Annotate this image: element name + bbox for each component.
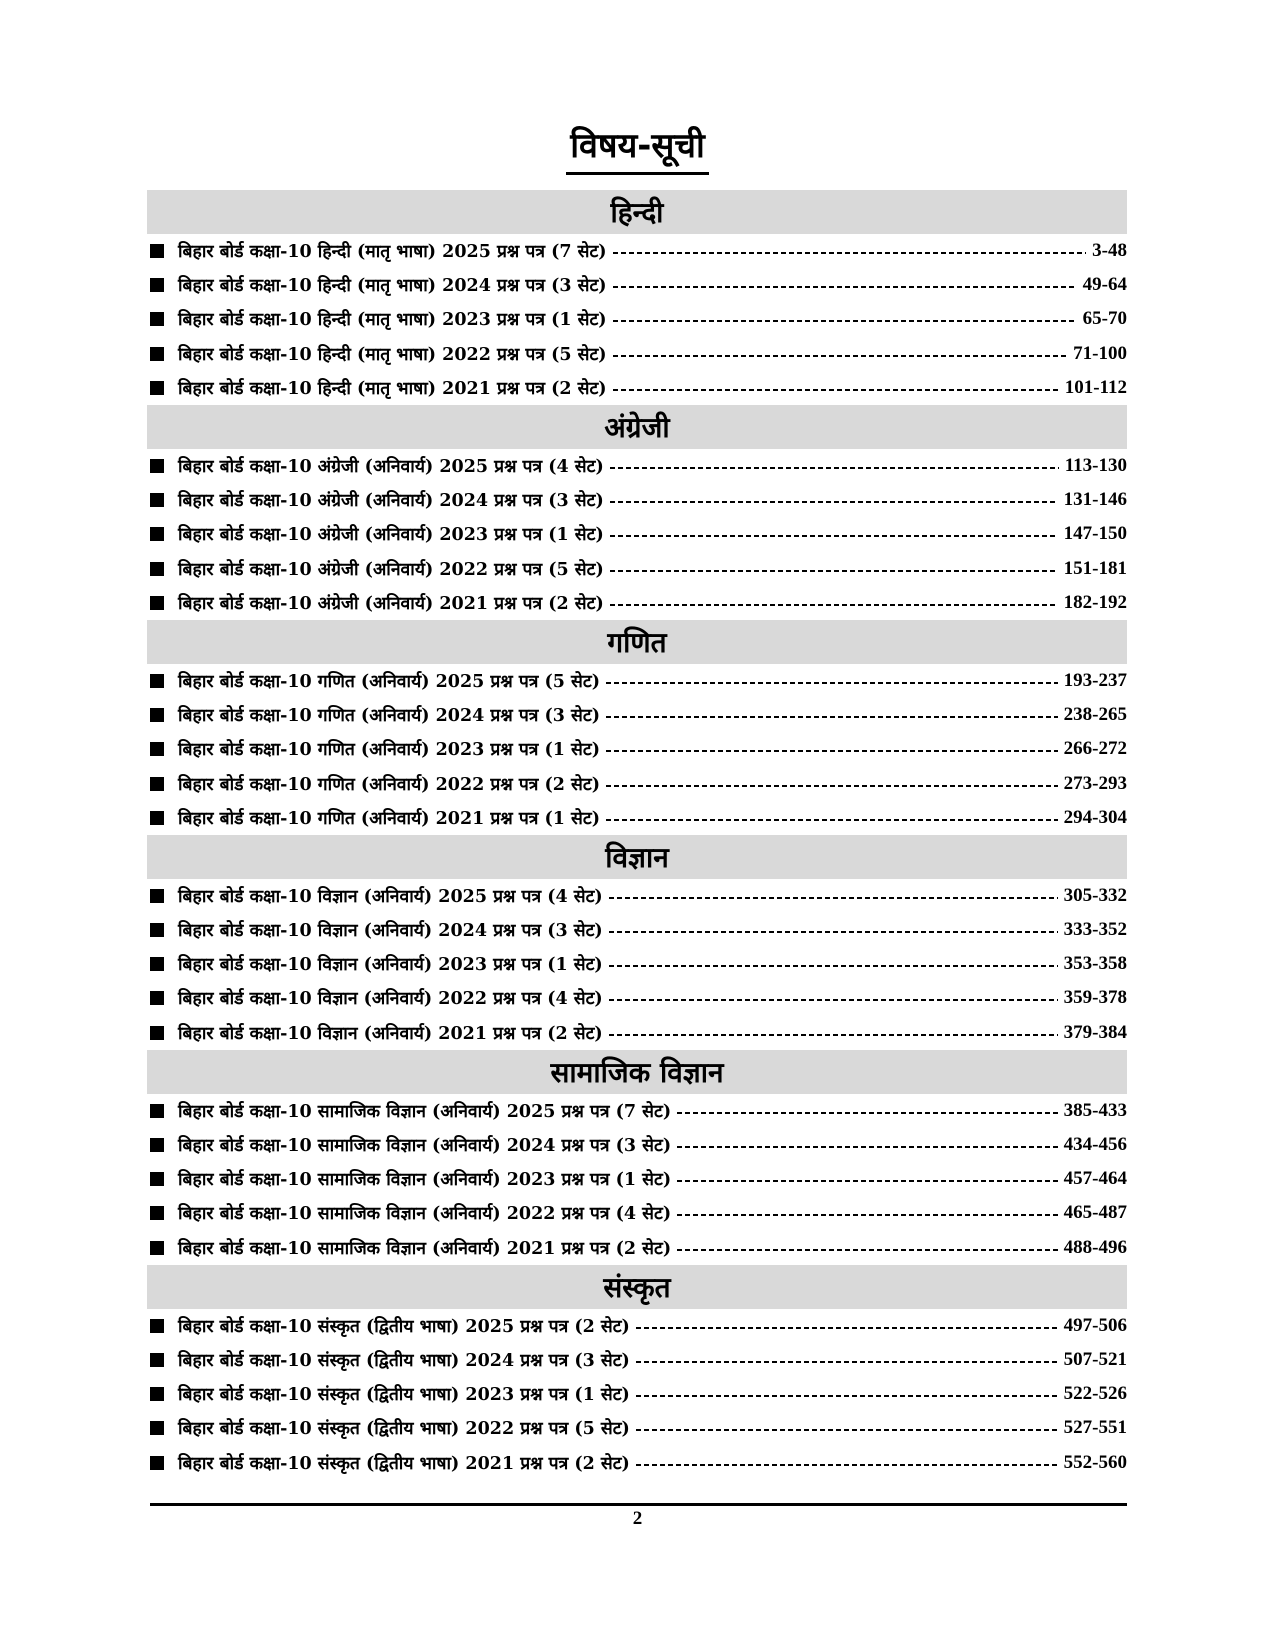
entry-title: बिहार बोर्ड कक्षा-10 हिन्दी (मातृ भाषा) 2022 प्रश्न पत्र (5 सेट) — [178, 344, 607, 365]
section-heading: अंग्रेजी — [147, 405, 1127, 449]
dotted-leader — [613, 355, 1068, 357]
toc-entry — [147, 947, 1127, 981]
entry-title: बिहार बोर्ड कक्षा-10 विज्ञान (अनिवार्य) 2021 प्रश्न पत्र (2 सेट) — [178, 1023, 603, 1044]
toc-entry — [147, 337, 1127, 371]
square-bullet-icon — [150, 991, 164, 1005]
entry-title: बिहार बोर्ड कक्षा-10 हिन्दी (मातृ भाषा) 2021 प्रश्न पत्र (2 सेट) — [178, 378, 607, 399]
toc-entry — [147, 1343, 1127, 1377]
entry-page-range: 113-130 — [1064, 455, 1127, 477]
section-heading: संस्कृत — [147, 1265, 1127, 1309]
entry-title: बिहार बोर्ड कक्षा-10 सामाजिक विज्ञान (अनिवार्य) 2021 प्रश्न पत्र (2 सेट) — [178, 1238, 672, 1259]
toc-entry — [147, 1128, 1127, 1162]
toc-entry — [147, 913, 1127, 947]
dotted-leader — [636, 1361, 1058, 1363]
square-bullet-icon — [150, 459, 164, 473]
toc-entry — [147, 1196, 1127, 1230]
entry-page-range: 305-332 — [1063, 884, 1127, 906]
bottom-rule — [150, 1503, 1127, 1506]
toc-entry — [147, 1377, 1127, 1411]
dotted-leader — [677, 1146, 1058, 1148]
entry-page-range: 266-272 — [1063, 738, 1127, 760]
entry-title: बिहार बोर्ड कक्षा-10 सामाजिक विज्ञान (अनिवार्य) 2024 प्रश्न पत्र (3 सेट) — [178, 1136, 672, 1157]
table-of-contents — [147, 190, 1127, 1480]
entry-title: बिहार बोर्ड कक्षा-10 हिन्दी (मातृ भाषा) 2024 प्रश्न पत्र (3 सेट) — [178, 276, 607, 297]
toc-entry — [147, 698, 1127, 732]
entry-page-range: 434-456 — [1063, 1134, 1127, 1156]
dotted-leader — [613, 320, 1077, 322]
page-title: विषय-सूची — [566, 122, 709, 175]
section-heading: हिन्दी — [147, 190, 1127, 234]
entry-page-range: 49-64 — [1082, 274, 1127, 296]
entry-title: बिहार बोर्ड कक्षा-10 संस्कृत (द्वितीय भाषा) 2021 प्रश्न पत्र (2 सेट) — [178, 1453, 630, 1474]
square-bullet-icon — [150, 1456, 164, 1470]
square-bullet-icon — [150, 1026, 164, 1040]
entry-title: बिहार बोर्ड कक्षा-10 सामाजिक विज्ञान (अनिवार्य) 2022 प्रश्न पत्र (4 सेट) — [178, 1204, 672, 1225]
entry-title: बिहार बोर्ड कक्षा-10 गणित (अनिवार्य) 2025 प्रश्न पत्र (5 सेट) — [178, 671, 600, 692]
dotted-leader — [609, 931, 1058, 933]
square-bullet-icon — [150, 674, 164, 688]
entry-title: बिहार बोर्ड कक्षा-10 गणित (अनिवार्य) 2021 प्रश्न पत्र (1 सेट) — [178, 808, 600, 829]
toc-entry — [147, 1231, 1127, 1265]
entry-title: बिहार बोर्ड कक्षा-10 संस्कृत (द्वितीय भाषा) 2022 प्रश्न पत्र (5 सेट) — [178, 1419, 630, 1440]
entry-page-range: 552-560 — [1063, 1451, 1127, 1473]
entry-page-range: 193-237 — [1063, 669, 1127, 691]
square-bullet-icon — [150, 381, 164, 395]
dotted-leader — [609, 897, 1058, 899]
toc-entry — [147, 1016, 1127, 1050]
dotted-leader — [610, 570, 1058, 572]
dotted-leader — [677, 1112, 1058, 1114]
entry-page-range: 65-70 — [1082, 308, 1127, 330]
toc-entry — [147, 586, 1127, 620]
entry-page-range: 131-146 — [1063, 489, 1127, 511]
toc-entry — [147, 801, 1127, 835]
toc-entry — [147, 1445, 1127, 1479]
entry-page-range: 465-487 — [1063, 1202, 1127, 1224]
entry-page-range: 294-304 — [1063, 806, 1127, 828]
entry-page-range: 507-521 — [1063, 1348, 1127, 1370]
entry-page-range: 273-293 — [1063, 772, 1127, 794]
square-bullet-icon — [150, 1319, 164, 1333]
dotted-leader — [613, 252, 1087, 254]
toc-entry — [147, 302, 1127, 336]
dotted-leader — [677, 1180, 1058, 1182]
square-bullet-icon — [150, 347, 164, 361]
dotted-leader — [606, 819, 1058, 821]
dotted-leader — [610, 604, 1058, 606]
entry-title: बिहार बोर्ड कक्षा-10 गणित (अनिवार्य) 2023 प्रश्न पत्र (1 सेट) — [178, 740, 600, 761]
dotted-leader — [636, 1429, 1058, 1431]
square-bullet-icon — [150, 1353, 164, 1367]
entry-page-range: 353-358 — [1063, 953, 1127, 975]
section-heading: विज्ञान — [147, 835, 1127, 879]
entry-title: बिहार बोर्ड कक्षा-10 विज्ञान (अनिवार्य) 2025 प्रश्न पत्र (4 सेट) — [178, 886, 603, 907]
square-bullet-icon — [150, 1421, 164, 1435]
square-bullet-icon — [150, 493, 164, 507]
toc-entry — [147, 981, 1127, 1015]
toc-entry — [147, 879, 1127, 913]
dotted-leader — [610, 501, 1058, 503]
entry-page-range: 488-496 — [1063, 1236, 1127, 1258]
toc-entry — [147, 1162, 1127, 1196]
toc-entry — [147, 766, 1127, 800]
entry-page-range: 101-112 — [1064, 376, 1127, 398]
square-bullet-icon — [150, 923, 164, 937]
toc-entry — [147, 449, 1127, 483]
entry-page-range: 359-378 — [1063, 987, 1127, 1009]
entry-title: बिहार बोर्ड कक्षा-10 विज्ञान (अनिवार्य) 2022 प्रश्न पत्र (4 सेट) — [178, 989, 603, 1010]
section-heading: सामाजिक विज्ञान — [147, 1050, 1127, 1094]
dotted-leader — [610, 535, 1058, 537]
dotted-leader — [636, 1395, 1058, 1397]
entry-title: बिहार बोर्ड कक्षा-10 गणित (अनिवार्य) 2024 प्रश्न पत्र (3 सेट) — [178, 706, 600, 727]
page-title-wrap — [0, 122, 1275, 175]
toc-entry — [147, 1094, 1127, 1128]
entry-title: बिहार बोर्ड कक्षा-10 विज्ञान (अनिवार्य) 2023 प्रश्न पत्र (1 सेट) — [178, 955, 603, 976]
page-number: 2 — [632, 1508, 643, 1529]
entry-title: बिहार बोर्ड कक्षा-10 हिन्दी (मातृ भाषा) 2023 प्रश्न पत्र (1 सेट) — [178, 310, 607, 331]
square-bullet-icon — [150, 1241, 164, 1255]
square-bullet-icon — [150, 708, 164, 722]
square-bullet-icon — [150, 777, 164, 791]
entry-title: बिहार बोर्ड कक्षा-10 सामाजिक विज्ञान (अनिवार्य) 2023 प्रश्न पत्र (1 सेट) — [178, 1170, 672, 1191]
dotted-leader — [613, 389, 1059, 391]
square-bullet-icon — [150, 1138, 164, 1152]
dotted-leader — [606, 716, 1058, 718]
dotted-leader — [636, 1464, 1058, 1466]
square-bullet-icon — [150, 742, 164, 756]
square-bullet-icon — [150, 1206, 164, 1220]
toc-entry — [147, 268, 1127, 302]
dotted-leader — [606, 682, 1058, 684]
square-bullet-icon — [150, 1104, 164, 1118]
entry-page-range: 457-464 — [1063, 1168, 1127, 1190]
square-bullet-icon — [150, 957, 164, 971]
entry-title: बिहार बोर्ड कक्षा-10 अंग्रेजी (अनिवार्य) 2023 प्रश्न पत्र (1 सेट) — [178, 525, 604, 546]
entry-title: बिहार बोर्ड कक्षा-10 संस्कृत (द्वितीय भाषा) 2024 प्रश्न पत्र (3 सेट) — [178, 1350, 630, 1371]
dotted-leader — [610, 467, 1059, 469]
entry-page-range: 527-551 — [1063, 1417, 1127, 1439]
toc-entry — [147, 1411, 1127, 1445]
entry-page-range: 379-384 — [1063, 1021, 1127, 1043]
toc-entry — [147, 1309, 1127, 1343]
square-bullet-icon — [150, 527, 164, 541]
toc-entry — [147, 234, 1127, 268]
entry-title: बिहार बोर्ड कक्षा-10 गणित (अनिवार्य) 2022 प्रश्न पत्र (2 सेट) — [178, 774, 600, 795]
section-heading: गणित — [147, 620, 1127, 664]
entry-title: बिहार बोर्ड कक्षा-10 विज्ञान (अनिवार्य) 2024 प्रश्न पत्र (3 सेट) — [178, 921, 603, 942]
entry-title: बिहार बोर्ड कक्षा-10 संस्कृत (द्वितीय भाषा) 2025 प्रश्न पत्र (2 सेट) — [178, 1316, 630, 1337]
dotted-leader — [677, 1249, 1058, 1251]
entry-title: बिहार बोर्ड कक्षा-10 संस्कृत (द्वितीय भाषा) 2023 प्रश्न पत्र (1 सेट) — [178, 1385, 630, 1406]
dotted-leader — [606, 785, 1058, 787]
entry-page-range: 385-433 — [1063, 1099, 1127, 1121]
toc-entry — [147, 483, 1127, 517]
entry-page-range: 238-265 — [1063, 704, 1127, 726]
square-bullet-icon — [150, 312, 164, 326]
square-bullet-icon — [150, 889, 164, 903]
entry-title: बिहार बोर्ड कक्षा-10 अंग्रेजी (अनिवार्य) 2024 प्रश्न पत्र (3 सेट) — [178, 491, 604, 512]
square-bullet-icon — [150, 244, 164, 258]
square-bullet-icon — [150, 278, 164, 292]
entry-title: बिहार बोर्ड कक्षा-10 सामाजिक विज्ञान (अनिवार्य) 2025 प्रश्न पत्र (7 सेट) — [178, 1101, 672, 1122]
entry-page-range: 333-352 — [1063, 919, 1127, 941]
square-bullet-icon — [150, 596, 164, 610]
dotted-leader — [606, 750, 1058, 752]
entry-page-range: 3-48 — [1092, 240, 1127, 262]
square-bullet-icon — [150, 1172, 164, 1186]
entry-page-range: 147-150 — [1063, 523, 1127, 545]
dotted-leader — [609, 965, 1058, 967]
entry-page-range: 522-526 — [1063, 1383, 1127, 1405]
toc-entry — [147, 732, 1127, 766]
dotted-leader — [613, 286, 1077, 288]
entry-page-range: 71-100 — [1073, 342, 1127, 364]
toc-entry — [147, 664, 1127, 698]
dotted-leader — [609, 999, 1058, 1001]
square-bullet-icon — [150, 562, 164, 576]
toc-entry — [147, 552, 1127, 586]
toc-entry — [147, 517, 1127, 551]
entry-title: बिहार बोर्ड कक्षा-10 अंग्रेजी (अनिवार्य) 2022 प्रश्न पत्र (5 सेट) — [178, 559, 604, 580]
entry-title: बिहार बोर्ड कक्षा-10 अंग्रेजी (अनिवार्य) 2021 प्रश्न पत्र (2 सेट) — [178, 593, 604, 614]
dotted-leader — [609, 1034, 1058, 1036]
dotted-leader — [677, 1214, 1058, 1216]
square-bullet-icon — [150, 1387, 164, 1401]
dotted-leader — [636, 1327, 1058, 1329]
entry-title: बिहार बोर्ड कक्षा-10 हिन्दी (मातृ भाषा) 2025 प्रश्न पत्र (7 सेट) — [178, 242, 607, 263]
entry-page-range: 182-192 — [1063, 591, 1127, 613]
entry-title: बिहार बोर्ड कक्षा-10 अंग्रेजी (अनिवार्य) 2025 प्रश्न पत्र (4 सेट) — [178, 457, 604, 478]
entry-page-range: 497-506 — [1063, 1314, 1127, 1336]
entry-page-range: 151-181 — [1063, 557, 1127, 579]
square-bullet-icon — [150, 811, 164, 825]
toc-entry — [147, 371, 1127, 405]
